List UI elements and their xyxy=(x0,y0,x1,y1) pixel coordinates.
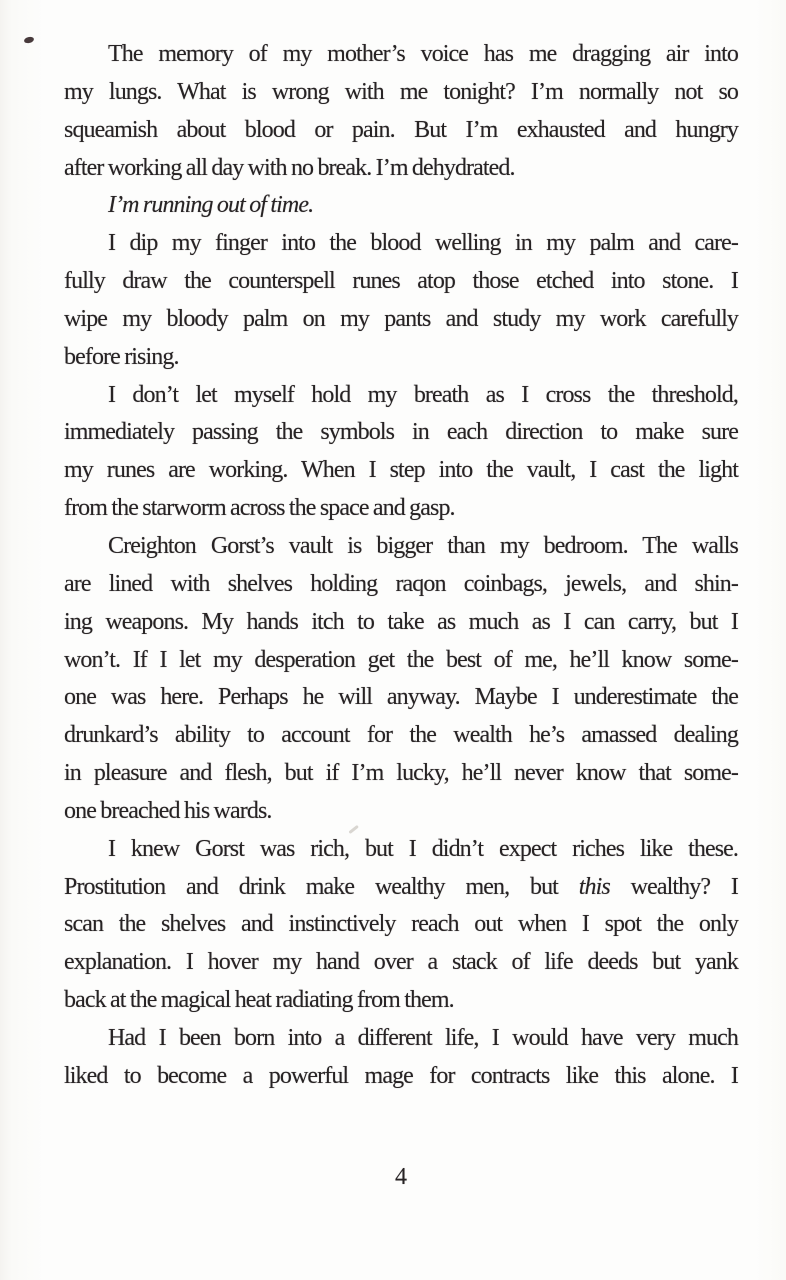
text-line: liked to become a powerful mage for contracts like this alone. I xyxy=(64,1062,738,1089)
paragraph xyxy=(64,831,738,1020)
text-line: my runes are working. When I step into the vault, I cast the light xyxy=(64,457,738,484)
text-line: I dip my finger into the blood welling in my palm and care- xyxy=(108,230,738,257)
text-line: are lined with shelves holding raqon coinbags, jewels, and shin- xyxy=(64,570,738,597)
text-line: Creighton Gorst’s vault is bigger than my bedroom. The walls xyxy=(108,532,738,559)
text-line: one breached his wards. xyxy=(64,797,272,824)
text-line: one was here. Perhaps he will anyway. Maybe I underestimate the xyxy=(64,684,738,711)
paragraph xyxy=(64,1020,738,1096)
text-line: I don’t let myself hold my breath as I cross the threshold, xyxy=(108,381,738,408)
text-line: squeamish about blood or pain. But I’m exhausted and hungry xyxy=(64,116,738,143)
paragraph xyxy=(64,528,738,831)
paragraph-italic xyxy=(64,187,738,225)
text-line: from the starworm across the space and gasp. xyxy=(64,495,455,522)
text-line: I’m running out of time. xyxy=(108,192,314,219)
text-line: in pleasure and flesh, but if I’m lucky, he’ll never know that some- xyxy=(64,760,738,787)
text-line: before rising. xyxy=(64,343,179,370)
text-line: won’t. If I let my desperation get the best of me, he’ll know some- xyxy=(64,646,738,673)
ink-speck-icon xyxy=(23,36,34,44)
text-line: I knew Gorst was rich, but I didn’t expect riches like these. xyxy=(108,835,738,862)
body-text xyxy=(64,36,738,1096)
text-line: my lungs. What is wrong with me tonight? I’m normally not so xyxy=(64,78,738,105)
paragraph xyxy=(64,36,738,187)
text-segment: Prostitution and drink make wealthy men, but xyxy=(64,873,579,900)
text-line: drunkard’s ability to account for the wealth he’s amassed dealing xyxy=(64,722,738,749)
text-line: Had I been born into a different life, I would have very much xyxy=(108,1024,738,1051)
emphasis-text: this xyxy=(578,873,610,900)
text-line: scan the shelves and instinctively reach out when I spot the only xyxy=(64,911,738,938)
text-line: The memory of my mother’s voice has me dragging air into xyxy=(108,41,738,67)
paragraph xyxy=(64,377,738,528)
text-segment: wealthy? I xyxy=(609,873,738,900)
page-number: 4 xyxy=(395,1164,407,1190)
text-line: after working all day with no break. I’m dehydrated. xyxy=(64,154,515,181)
text-line: back at the magical heat radiating from them. xyxy=(64,987,454,1014)
text-line: immediately passing the symbols in each direction to make sure xyxy=(64,419,738,446)
text-line xyxy=(64,869,738,907)
text-line: explanation. I hover my hand over a stack of life deeds but yank xyxy=(64,949,738,976)
text-line: ing weapons. My hands itch to take as much as I can carry, but I xyxy=(64,608,738,635)
text-line: wipe my bloody palm on my pants and study my work carefully xyxy=(64,305,738,332)
text-line: fully draw the counterspell runes atop those etched into stone. I xyxy=(64,268,738,295)
paragraph xyxy=(64,225,738,376)
